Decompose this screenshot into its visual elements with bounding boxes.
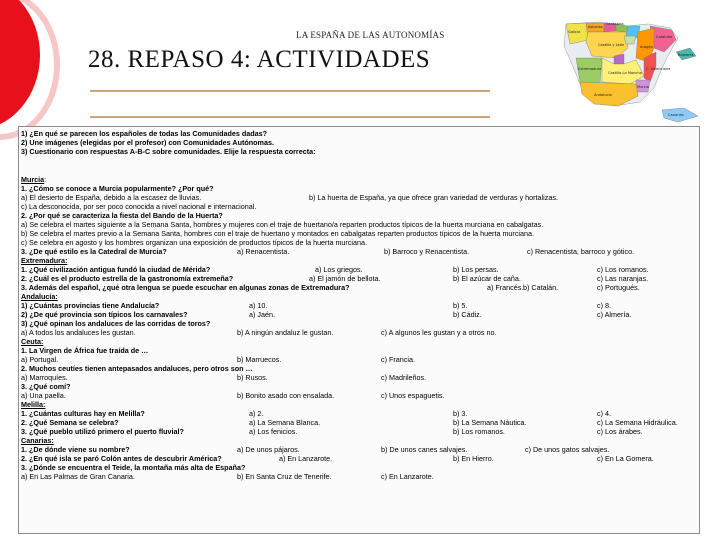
- answer-option-a: a) De unos pájaros.: [237, 445, 300, 454]
- svg-text:Andalucía: Andalucía: [594, 93, 612, 97]
- answer-option-a: a) 2.: [249, 409, 264, 418]
- svg-text:Cantabria: Cantabria: [606, 22, 624, 26]
- answer-option-b: b) De unos canes salvajes.: [381, 445, 468, 454]
- question: 1) ¿Cuántas provincias tiene Andalucía?: [21, 301, 160, 310]
- section-heading-murcia: [21, 175, 46, 184]
- answer-option-c: c) De unos gatos salvajes.: [525, 445, 610, 454]
- answer-option-b: b) En Santa Cruz de Tenerife.: [237, 472, 332, 481]
- question: 3. ¿Qué comí?: [21, 382, 71, 391]
- answer-option-b: b) La huerta de España, ya que ofrece gran variedad de verduras y hortalizas.: [309, 193, 558, 202]
- question: 1. ¿Cómo se conoce a Murcia popularmente? ¿Por qué?: [21, 184, 214, 193]
- answer-option-b: b) Bonito asado con ensalada.: [237, 391, 335, 400]
- answer-option-b: b) 5.: [453, 301, 468, 310]
- answer-option-b: b) Marruecos.: [237, 355, 282, 364]
- intro-line-2: 2) Une imágenes (elegidas por el profesor) con Comunidades Autónomas.: [21, 138, 274, 147]
- answer-option-a: a) La Semana Blanca.: [249, 418, 321, 427]
- title-divider: [90, 116, 490, 118]
- svg-text:Aragón: Aragón: [640, 45, 653, 49]
- svg-text:Baleares: Baleares: [678, 53, 694, 57]
- answer-option-b: b) Cádiz.: [453, 310, 482, 319]
- answer-option-a: a) Renacentista.: [237, 247, 290, 256]
- section-heading-ceuta: Ceuta:: [21, 337, 44, 346]
- answer-option-a: a) Una paella.: [21, 391, 66, 400]
- svg-text:C. Valenciana: C. Valenciana: [646, 67, 671, 71]
- answer-option-b: b) Barroco y Renacentista.: [384, 247, 470, 256]
- answer-option-b: b) A ningún andaluz le gustan.: [237, 328, 334, 337]
- title-underline: [90, 90, 490, 92]
- answer-option-b: b) 3.: [453, 409, 468, 418]
- answer-option-a: a) A todos los andaluces les gustan.: [21, 328, 136, 337]
- answer-option-c: c) La desconocida, por ser poco conocida a nivel nacional e internacional.: [21, 202, 257, 211]
- svg-text:Asturias: Asturias: [588, 25, 603, 29]
- intro-line-1: 1) ¿En qué se parecen los españoles de todas las Comunidades dadas?: [21, 129, 268, 138]
- answer-option-b: b) Los persas.: [453, 265, 499, 274]
- answer-option-c: c) En Lanzarote.: [381, 472, 434, 481]
- answer-option-c: c) Unos espaguetis.: [381, 391, 445, 400]
- answer-option-c: c) A algunos les gustan y a otros no.: [381, 328, 497, 337]
- question: 1. ¿Qué civilización antigua fundó la ciudad de Mérida?: [21, 265, 211, 274]
- region-la-rioja: [624, 36, 636, 44]
- question: 2. ¿Cuál es el producto estrella de la gastronomía extremeña?: [21, 274, 234, 283]
- answer-option-b: b) Catalán.: [523, 283, 559, 292]
- answer-option-c: c) 4.: [597, 409, 611, 418]
- section-heading-melilla: Melilla:: [21, 400, 46, 409]
- decorative-pink-ring: [0, 0, 60, 140]
- answer-option-a: a) Marroquíes.: [21, 373, 68, 382]
- answer-option-a: a) El desierto de España, debido a la escasez de lluvias.: [21, 193, 202, 202]
- svg-text:Cataluña: Cataluña: [656, 35, 673, 39]
- question: 1. ¿De dónde viene su nombre?: [21, 445, 130, 454]
- murcia-heading-colon: :: [44, 175, 47, 184]
- intro-line-3: 3) Cuestionario con respuestas A-B-C sobre comunidades. Elije la respuesta correcta:: [21, 147, 316, 156]
- answer-option-a: a) Los fenicios.: [249, 427, 298, 436]
- question: 2. ¿Por qué se caracteriza la fiesta del Bando de la Huerta?: [21, 211, 223, 220]
- svg-text:Galicia: Galicia: [568, 30, 581, 34]
- section-heading-extremadura: Extremadura:: [21, 256, 68, 265]
- question: 1. ¿Cuántas culturas hay en Melilla?: [21, 409, 145, 418]
- question: 3. ¿De qué estilo es la Catedral de Murcia?: [21, 247, 167, 256]
- answer-option-c: c) Almería.: [597, 310, 632, 319]
- answer-option-c: c) La Semana Hidráulica.: [597, 418, 678, 427]
- answer-option-b: b) Se celebra el martes previo a la Semana Santa, hombres con el traje de huertano y montados en cabalgatas reparten productos típicos de la huerta murciana.: [21, 229, 535, 238]
- answer-option-c: c) Renacentista, barroco y gótico.: [527, 247, 635, 256]
- answer-option-a: a) Los griegos.: [315, 265, 363, 274]
- answer-option-b: b) Los romanos.: [453, 427, 505, 436]
- answer-option-a: a) En Las Palmas de Gran Canaria.: [21, 472, 135, 481]
- question: 2. ¿Qué Semana se celebra?: [21, 418, 119, 427]
- answer-option-b: b) La Semana Náutica.: [453, 418, 527, 427]
- answer-option-c: c) Los romanos.: [597, 265, 649, 274]
- answer-option-a: a) En Lanzarote.: [279, 454, 333, 463]
- answer-option-b: b) El azúcar de caña.: [453, 274, 521, 283]
- answer-option-c: c) Francia.: [381, 355, 415, 364]
- answer-option-a: a) Francés.: [487, 283, 524, 292]
- murcia-heading-text: Murcia: [21, 175, 45, 184]
- question: 2. Muchos ceutíes tienen antepasados andaluces, pero otros son …: [21, 364, 253, 373]
- answer-option-a: a) Se celebra el martes siguiente a la Semana Santa, hombres y mujeres con el traje de huertano/a reparten productos típicos de la huerta murciana en cabalgatas.: [21, 220, 544, 229]
- question: 2) ¿De qué provincia son típicos los carnavales?: [21, 310, 188, 319]
- activities-panel: [18, 126, 700, 534]
- question: 3. Además del español, ¿qué otra lengua se puede escuchar en algunas zonas de Extremadura?: [21, 283, 350, 292]
- answer-option-a: a) 10.: [249, 301, 268, 310]
- svg-text:Murcia: Murcia: [637, 85, 649, 89]
- question: 3. ¿Qué pueblo utilizó primero el puerto fluvial?: [21, 427, 184, 436]
- page-subtitle: LA ESPAÑA DE LAS AUTONOMÍAS: [296, 30, 445, 40]
- region-extremadura: [576, 58, 602, 84]
- answer-option-c: c) Se celebra en agosto y los hombres organizan una exposición de productos típicos de la huerta murciana.: [21, 238, 368, 247]
- question: 3) ¿Qué opinan los andaluces de las corridas de toros?: [21, 319, 211, 328]
- answer-option-c: c) Madrileños.: [381, 373, 427, 382]
- region-madrid: [614, 54, 624, 64]
- answer-option-b: b) Rusos.: [237, 373, 268, 382]
- spain-regions-map: [558, 18, 718, 130]
- answer-option-a: a) El jamón de bellota.: [309, 274, 381, 283]
- svg-text:Extremadura: Extremadura: [578, 67, 602, 71]
- question: 2. ¿En qué isla se paró Colón antes de descubrir América?: [21, 454, 222, 463]
- svg-text:Castilla y León: Castilla y León: [598, 43, 625, 47]
- answer-option-a: a) Portugal.: [21, 355, 59, 364]
- answer-option-a: a) Jaén.: [249, 310, 275, 319]
- section-heading-andalucia: Andalucía:: [21, 292, 58, 301]
- answer-option-c: c) Las naranjas.: [597, 274, 649, 283]
- answer-option-c: c) Portugués.: [597, 283, 640, 292]
- page-title: 28. REPASO 4: ACTIVIDADES: [88, 46, 431, 73]
- section-heading-canarias: Canarias:: [21, 436, 54, 445]
- question: 3. ¿Dónde se encuentra el Teide, la montaña más alta de España?: [21, 463, 246, 472]
- answer-option-c: c) 8.: [597, 301, 611, 310]
- question: 1. La Virgen de África fue traída de …: [21, 346, 149, 355]
- svg-text:Canarias: Canarias: [668, 113, 684, 117]
- answer-option-c: c) En La Gomera.: [597, 454, 654, 463]
- answer-option-b: b) En Hierro.: [453, 454, 494, 463]
- answer-option-c: c) Los árabes.: [597, 427, 643, 436]
- svg-text:Castilla-La Mancha: Castilla-La Mancha: [608, 71, 642, 75]
